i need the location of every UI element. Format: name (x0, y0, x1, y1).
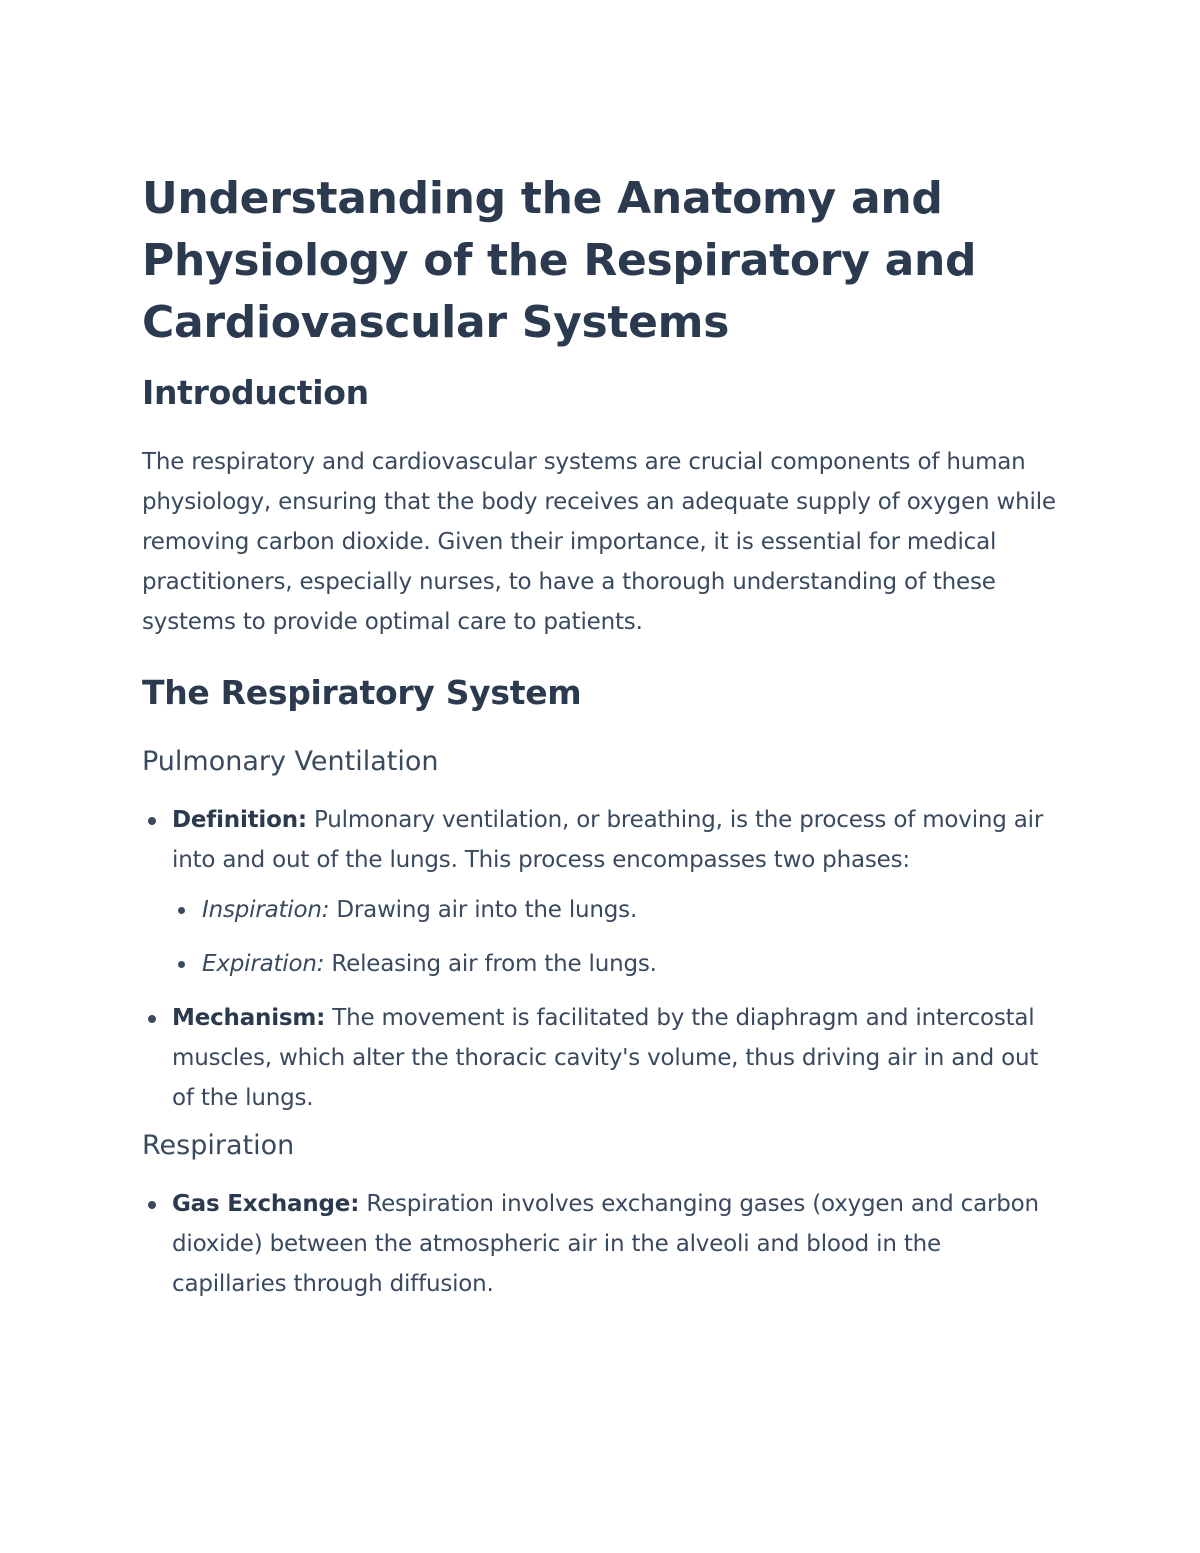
list-item-gas-exchange (172, 1184, 1062, 1304)
mechanism-text: The movement is facilitated by the diaphragm and intercostal muscles, which alter the thoracic cavity's volume, thus driving air in and out of the lungs. (172, 1005, 1039, 1111)
respiration-list (142, 1184, 1062, 1304)
introduction-heading: Introduction (142, 373, 369, 412)
phases-list (172, 890, 1062, 984)
inspiration-term: Inspiration: (202, 897, 330, 923)
gas-exchange-term: Gas Exchange: (172, 1191, 360, 1217)
document-title: Understanding the Anatomy and Physiology of the Respiratory and Cardiovascular Systems (142, 173, 977, 348)
definition-text: Pulmonary ventilation, or breathing, is the process of moving air into and out of the lungs. This process encompasses two phases: (172, 807, 1044, 873)
expiration-term: Expiration: (202, 951, 325, 977)
document-page (142, 168, 1062, 1314)
list-item-inspiration (202, 890, 1062, 930)
inspiration-text: Drawing air into the lungs. (329, 897, 638, 923)
gas-exchange-text: Respiration involves exchanging gases (oxygen and carbon dioxide) between the atmospheric air in the alveoli and blood in the capillaries through diffusion. (172, 1191, 1039, 1297)
list-item-expiration (202, 944, 1062, 984)
pulmonary-ventilation-list (142, 800, 1062, 1118)
pulmonary-ventilation-heading: Pulmonary Ventilation (142, 746, 439, 777)
introduction-paragraph: The respiratory and cardiovascular systems are crucial components of human physiology, ensuring that the body receives an adequate supply of oxygen while removing carbon dioxide. Given their importance, it is essential for medical practitioners, especially nurses, to have a thorough understanding of these systems to provide optimal care to patients. (142, 449, 1056, 635)
expiration-text: Releasing air from the lungs. (324, 951, 657, 977)
definition-term: Definition: (172, 807, 307, 833)
list-item-definition (172, 800, 1062, 984)
respiratory-system-heading: The Respiratory System (142, 673, 582, 712)
respiration-heading: Respiration (142, 1130, 295, 1161)
mechanism-term: Mechanism: (172, 1005, 326, 1031)
list-item-mechanism (172, 998, 1062, 1118)
